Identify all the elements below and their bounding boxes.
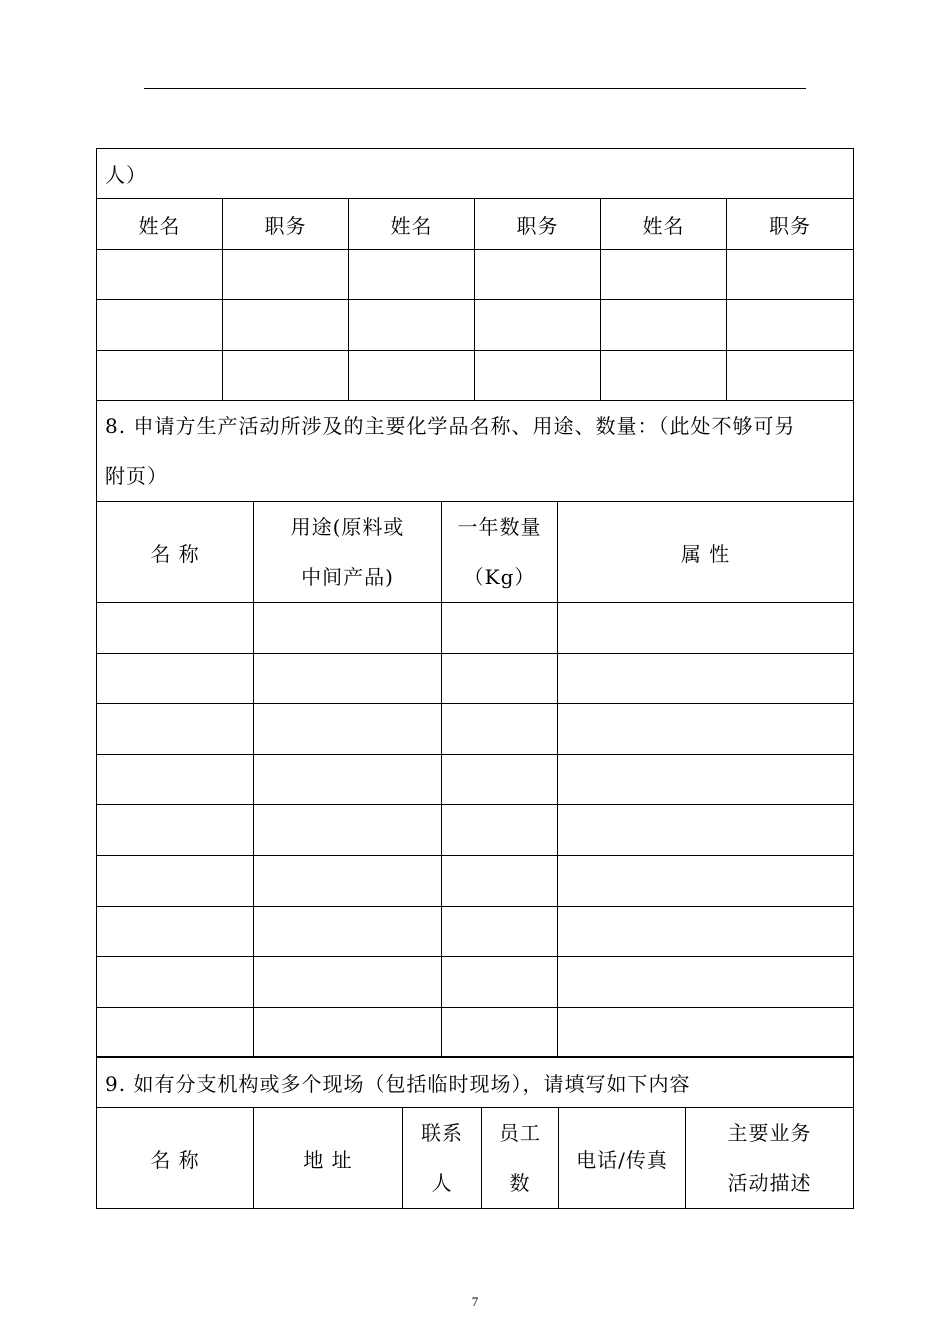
header-branch-name: 名 称 (97, 1108, 254, 1209)
chemical-cell[interactable] (558, 704, 854, 755)
personnel-cell[interactable] (727, 300, 854, 350)
personnel-cell[interactable] (349, 350, 475, 400)
personnel-cell[interactable] (349, 300, 475, 350)
header-chemical-use (254, 502, 442, 603)
chemical-cell[interactable] (254, 704, 442, 755)
chemical-cell[interactable] (442, 704, 558, 755)
personnel-cell[interactable] (97, 249, 223, 299)
chemical-cell[interactable] (442, 805, 558, 856)
chemical-cell[interactable] (442, 754, 558, 805)
header-contact-person (403, 1108, 482, 1209)
chemical-cell[interactable] (97, 957, 254, 1008)
header-position-2: 职务 (475, 199, 601, 249)
personnel-cell[interactable] (475, 249, 601, 299)
header-qty-line1: 一年数量 (457, 515, 542, 539)
personnel-cell[interactable] (349, 249, 475, 299)
table-row (97, 855, 854, 906)
table-row (97, 906, 854, 957)
chemical-cell[interactable] (97, 855, 254, 906)
branches-header-row (97, 1108, 854, 1209)
section8-title-line1: 8. 申请方生产活动所涉及的主要化学品名称、用途、数量：（此处不够可另 (105, 414, 796, 438)
header-use-line1: 用途(原料或 (290, 515, 405, 539)
chemical-cell[interactable] (558, 1007, 854, 1058)
chemical-cell[interactable] (97, 805, 254, 856)
section8-title (97, 401, 854, 502)
chemical-cell[interactable] (558, 805, 854, 856)
personnel-cell[interactable] (475, 300, 601, 350)
header-attribute: 属 性 (558, 502, 854, 603)
table-row (97, 300, 854, 350)
header-position-3: 职务 (727, 199, 854, 249)
header-staff-count (482, 1108, 559, 1209)
table-row (97, 805, 854, 856)
chemical-cell[interactable] (97, 704, 254, 755)
chemical-cell[interactable] (558, 603, 854, 654)
table-row (97, 704, 854, 755)
chemical-cell[interactable] (97, 1007, 254, 1058)
personnel-cell[interactable] (601, 300, 727, 350)
chemical-cell[interactable] (442, 855, 558, 906)
header-phone-fax: 电话/传真 (559, 1108, 686, 1209)
header-staff-line1: 员工 (499, 1121, 541, 1145)
header-contact-line1: 联系 (421, 1121, 463, 1145)
personnel-cell[interactable] (727, 249, 854, 299)
table-row (97, 653, 854, 704)
page-number: 7 (471, 1294, 479, 1309)
chemical-cell[interactable] (558, 754, 854, 805)
header-annual-quantity (442, 502, 558, 603)
personnel-cell[interactable] (97, 350, 223, 400)
chemical-cell[interactable] (442, 1007, 558, 1058)
personnel-cell[interactable] (601, 249, 727, 299)
header-name-2: 姓名 (349, 199, 475, 249)
chemical-cell[interactable] (254, 653, 442, 704)
header-staff-line2: 数 (509, 1171, 531, 1195)
chemical-cell[interactable] (254, 754, 442, 805)
header-position-1: 职务 (223, 199, 349, 249)
section9-title: 9. 如有分支机构或多个现场（包括临时现场），请填写如下内容 (97, 1057, 854, 1108)
chemical-cell[interactable] (558, 957, 854, 1008)
chemical-cell[interactable] (254, 906, 442, 957)
personnel-cell[interactable] (475, 350, 601, 400)
table-row (97, 603, 854, 654)
personnel-cell[interactable] (223, 350, 349, 400)
table-row (97, 957, 854, 1008)
personnel-cell[interactable] (97, 300, 223, 350)
chemical-cell[interactable] (254, 1007, 442, 1058)
table-row (97, 350, 854, 400)
chemical-cell[interactable] (97, 603, 254, 654)
personnel-table (96, 148, 854, 401)
section7-continued-text: 人） (97, 149, 854, 199)
chemical-cell[interactable] (97, 653, 254, 704)
chemical-cell[interactable] (254, 855, 442, 906)
header-name-3: 姓名 (601, 199, 727, 249)
personnel-cell[interactable] (223, 300, 349, 350)
chemicals-table (96, 400, 854, 1058)
chemicals-header-row (97, 502, 854, 603)
header-contact-line2: 人 (431, 1171, 453, 1195)
chemical-cell[interactable] (97, 754, 254, 805)
table-row (97, 754, 854, 805)
header-rule (144, 88, 806, 89)
section8-title-line2: 附页） (105, 464, 168, 488)
chemical-cell[interactable] (442, 957, 558, 1008)
table-row (97, 249, 854, 299)
chemical-cell[interactable] (442, 906, 558, 957)
chemical-cell[interactable] (558, 855, 854, 906)
personnel-cell[interactable] (601, 350, 727, 400)
chemical-cell[interactable] (442, 603, 558, 654)
personnel-cell[interactable] (727, 350, 854, 400)
branches-table (96, 1056, 854, 1209)
header-name-1: 姓名 (97, 199, 223, 249)
header-chemical-name: 名 称 (97, 502, 254, 603)
chemical-cell[interactable] (558, 653, 854, 704)
header-use-line2: 中间产品) (301, 565, 394, 589)
chemical-cell[interactable] (442, 653, 558, 704)
header-business-line1: 主要业务 (727, 1121, 812, 1145)
header-business-line2: 活动描述 (727, 1171, 812, 1195)
header-business-description (686, 1108, 854, 1209)
chemical-cell[interactable] (254, 957, 442, 1008)
personnel-cell[interactable] (223, 249, 349, 299)
chemical-cell[interactable] (97, 906, 254, 957)
chemical-cell[interactable] (254, 603, 442, 654)
table-row (97, 1007, 854, 1058)
chemical-cell[interactable] (558, 906, 854, 957)
chemical-cell[interactable] (254, 805, 442, 856)
header-branch-address: 地 址 (254, 1108, 403, 1209)
personnel-header-row (97, 199, 854, 249)
header-qty-line2: （Kg） (463, 565, 536, 589)
